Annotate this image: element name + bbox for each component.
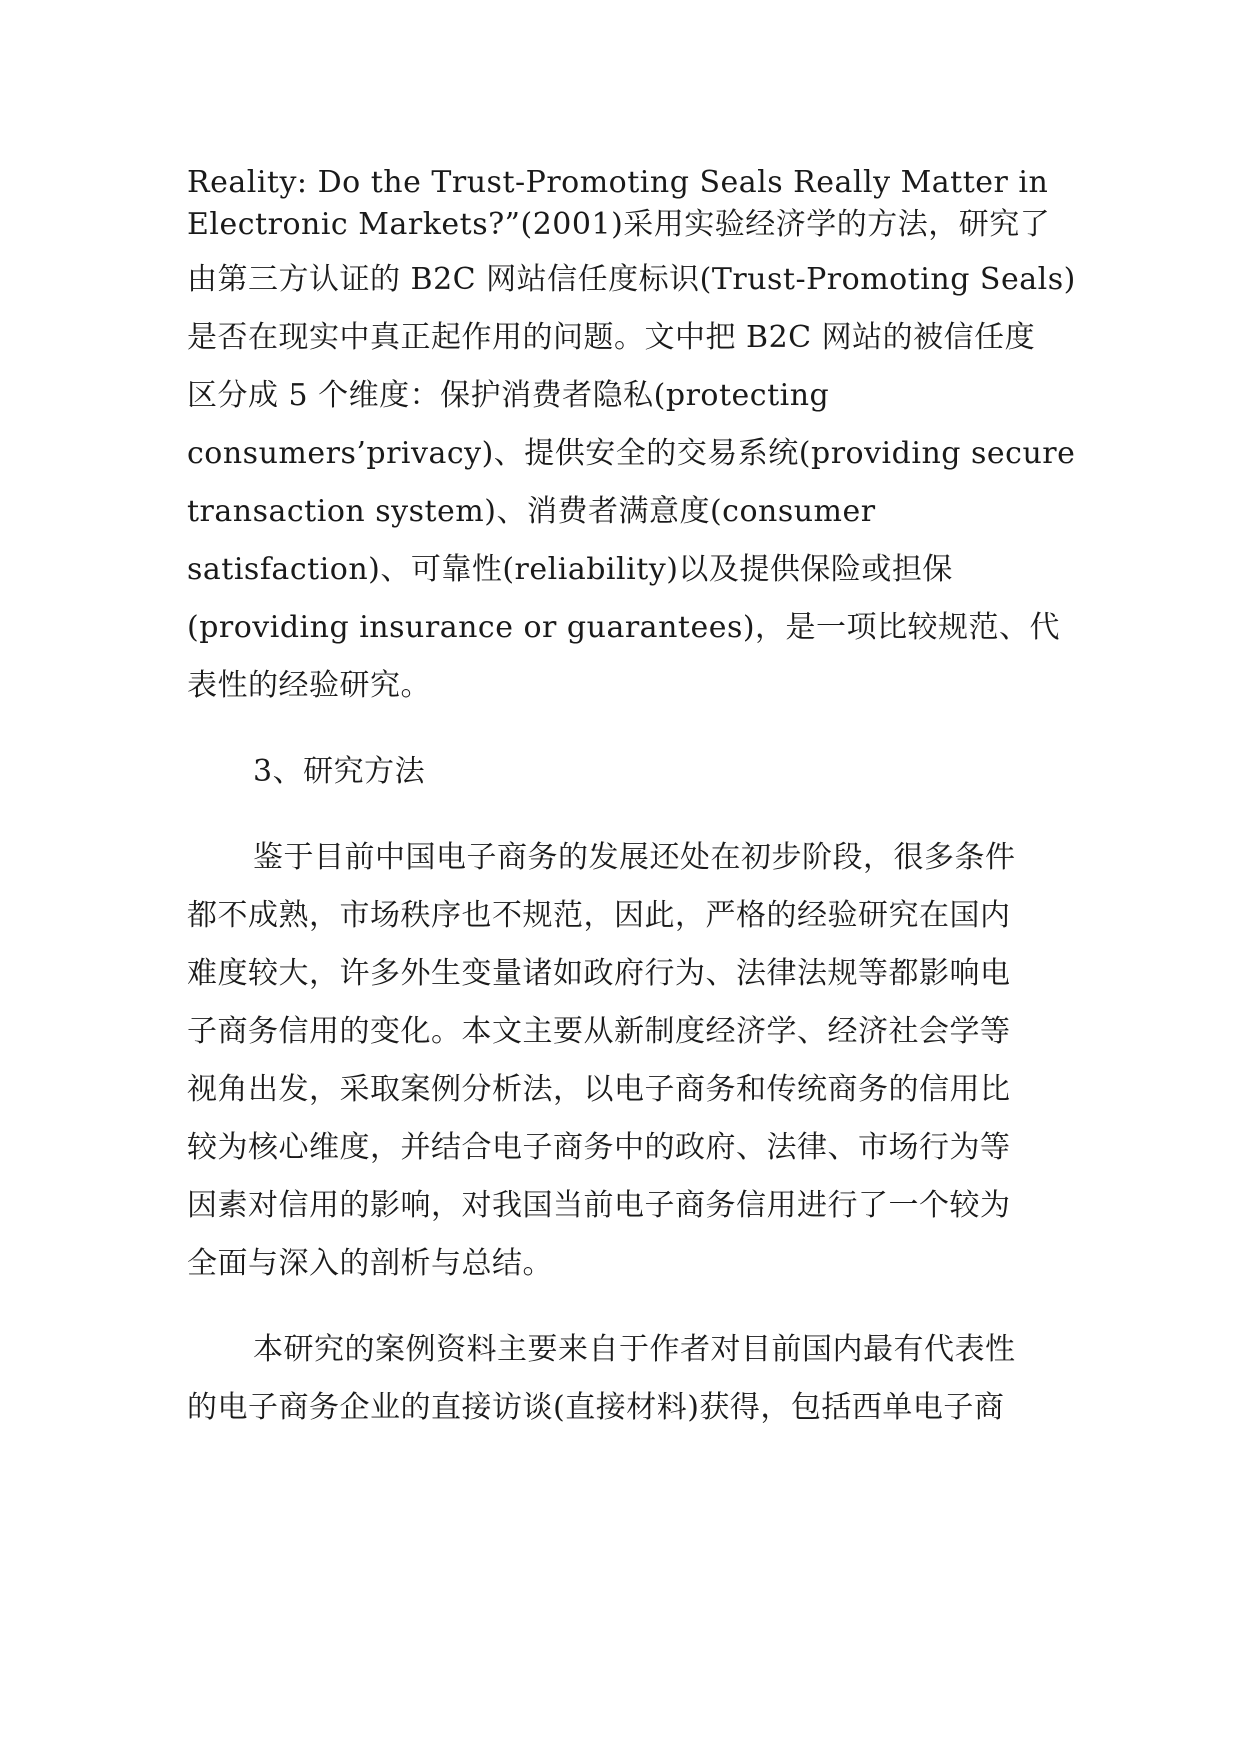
text-line: 是否在现实中真正起作用的问题。文中把 B2C 网站的被信任度 bbox=[187, 320, 1036, 355]
text-line: 鉴于目前中国电子商务的发展还处在初步阶段，很多条件 bbox=[253, 840, 1016, 875]
text-line: 本研究的案例资料主要来自于作者对目前国内最有代表性 bbox=[253, 1332, 1016, 1367]
text-line: 区分成 5 个维度：保护消费者隐私(protecting bbox=[187, 378, 830, 413]
text-line: 都不成熟，市场秩序也不规范，因此，严格的经验研究在国内 bbox=[187, 898, 1011, 933]
text-line: 因素对信用的影响，对我国当前电子商务信用进行了一个较为 bbox=[187, 1188, 1011, 1223]
text-line: satisfaction)、可靠性(reliability)以及提供保险或担保 bbox=[187, 552, 953, 587]
text-line: consumers’privacy)、提供安全的交易系统(providing secure bbox=[187, 436, 1076, 471]
section-heading: 3、研究方法 bbox=[253, 754, 426, 789]
text-line: transaction system)、消费者满意度(consumer bbox=[187, 494, 876, 529]
text-line: 表性的经验研究。 bbox=[187, 668, 431, 703]
text-line: 难度较大，许多外生变量诸如政府行为、法律法规等都影响电 bbox=[187, 956, 1011, 991]
text-line: 全面与深入的剖析与总结。 bbox=[187, 1246, 553, 1281]
text-line: Electronic Markets?”(2001)采用实验经济学的方法，研究了 bbox=[187, 207, 1051, 242]
text-line: Reality: Do the Trust-Promoting Seals Really Matter in bbox=[187, 165, 1049, 200]
text-line: 由第三方认证的 B2C 网站信任度标识(Trust-Promoting Seals) bbox=[187, 262, 1076, 297]
text-line: 的电子商务企业的直接访谈(直接材料)获得，包括西单电子商 bbox=[187, 1390, 1005, 1425]
text-line: 视角出发，采取案例分析法，以电子商务和传统商务的信用比 bbox=[187, 1072, 1011, 1107]
text-line: 子商务信用的变化。本文主要从新制度经济学、经济社会学等 bbox=[187, 1014, 1011, 1049]
text-line: 较为核心维度，并结合电子商务中的政府、法律、市场行为等 bbox=[187, 1130, 1011, 1165]
text-line: (providing insurance or guarantees)，是一项比较规范、代 bbox=[187, 610, 1061, 645]
